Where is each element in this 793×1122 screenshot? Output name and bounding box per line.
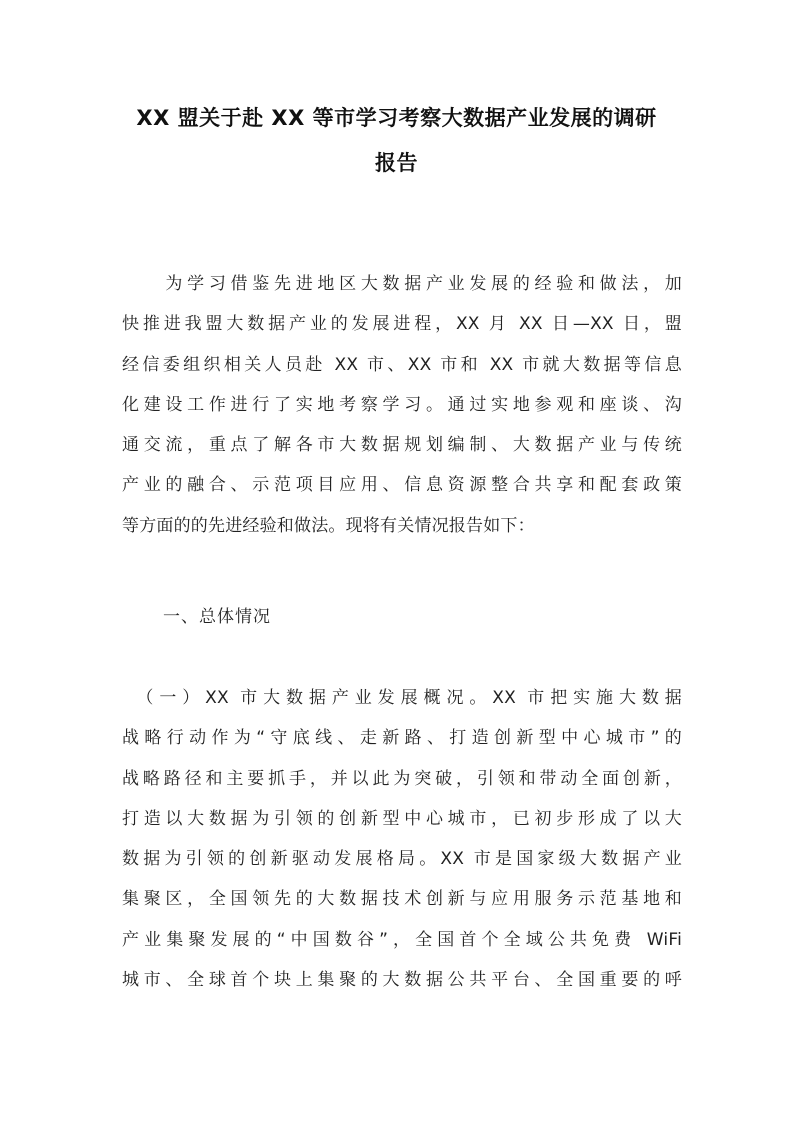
paragraph-line: 经信委组织相关人员赴 XX 市、XX 市和 XX 市就大数据等信息 [122, 354, 682, 375]
paragraph-line: 产业的融合、示范项目应用、信息资源整合共享和配套政策 [122, 475, 682, 496]
paragraph-line: 集聚区，全国领先的大数据技术创新与应用服务示范基地和 [122, 889, 682, 910]
section-heading: 一、总体情况 [163, 607, 271, 627]
paragraph-line: 快推进我盟大数据产业的发展进程，XX 月 XX 日—XX 日，盟 [122, 314, 682, 335]
overview-paragraph [122, 678, 682, 1000]
title-line: 报告 [375, 151, 418, 175]
paragraph-line: 打造以大数据为引领的创新型中心城市，已初步形成了以大 [122, 808, 682, 829]
paragraph-line: 战略行动作为“守底线、走新路、打造创新型中心城市”的 [122, 728, 682, 749]
paragraph-line: 通交流，重点了解各市大数据规划编制、大数据产业与传统 [122, 435, 682, 456]
paragraph-line: 战略路径和主要抓手，并以此为突破，引领和带动全面创新， [122, 768, 682, 789]
paragraph-line: 为学习借鉴先进地区大数据产业发展的经验和做法，加 [122, 274, 682, 294]
paragraph-line: 等方面的的先进经验和做法。现将有关情况报告如下： [122, 515, 535, 536]
intro-paragraph [122, 264, 682, 546]
paragraph-line: （一）XX 市大数据产业发展概况。XX 市把实施大数据 [122, 688, 682, 708]
paragraph-line: 数据为引领的创新驱动发展格局。XX 市是国家级大数据产业 [122, 849, 682, 870]
paragraph-line: 化建设工作进行了实地考察学习。通过实地参观和座谈、沟 [122, 394, 682, 415]
paragraph-line: 城市、全球首个块上集聚的大数据公共平台、全国重要的呼 [122, 970, 682, 991]
title-line: XX 盟关于赴 XX 等市学习考察大数据产业发展的调研 [136, 106, 657, 130]
paragraph-line: 产业集聚发展的“中国数谷”，全国首个全域公共免费 WiFi [122, 929, 682, 950]
document-title [100, 96, 693, 186]
